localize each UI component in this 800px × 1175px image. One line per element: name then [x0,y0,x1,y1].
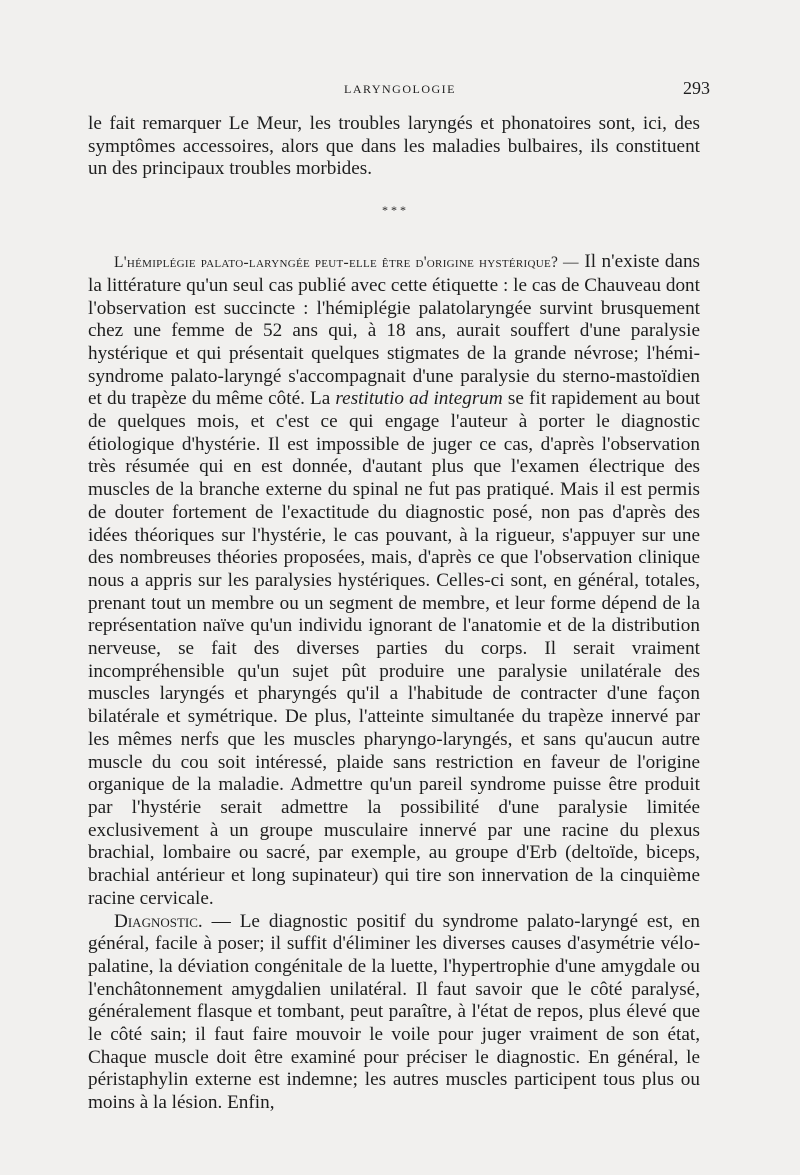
hysteria-text-start: Il n'existe dans la littérature qu'un seul cas publié avec cette étiquette : le cas de Chauveau dont l'observation est succincte : l'hémiplégie palatolaryngée survint brusquement chez une femme de 52 ans qui, à 18 ans, aurait souffert d'une paralysie hystérique et qui présentait quelques stigmates de la grande névrose; l'hémi-syndrome palato-laryngé s'accompagnait d'une paralysie du sterno-mastoïdien et du trapèze du même côté. La [88,251,701,410]
section-heading-diagnostic: Diagnostic. — [114,910,231,932]
paragraph-diagnostic [88,911,700,1115]
paragraph-hysteria [88,251,700,910]
running-title: LARYNGOLOGIE [344,82,456,96]
diagnostic-text: Le diagnostic positif du syndrome palato-laryngé est, en général, facile à poser; il suffit d'éliminer les diverses causes d'asymétrie vélo-palatine, la déviation congénitale de la luette, l'hypertrophie d'une amygdale ou l'enchâtonnement amygdalien unilatéral. Il faut savoir que le côté paralysé, généralement flasque et tombant, peut paraître, à l'état de repos, plus élevé que le côté sain; il faut faire mouvoir le voile pour juger vraiment de son état, Chaque muscle doit être examiné pour préciser le diagnostic. En général, le péristaphylin externe est indemne; les autres muscles participent tous plus ou moins à la lésion. Enfin, [88,910,701,1114]
asterism: * * * [382,203,406,218]
section-heading-hysteria: L'hémiplégie palato-laryngée peut-elle être d'origine hystérique? — [114,254,579,272]
running-head [90,78,710,102]
asterism-separator [88,181,700,251]
body-text [88,113,700,1115]
hysteria-text-end: se fit rapidement au bout de quelques mois, et c'est ce qui engage l'auteur à porter le diagnostic étiologique d'hystérie. Il est impossible de juger ce cas, d'après l'observation très résumée qui en est donnée, d'autant plus que l'examen électrique des muscles de la branche externe du spinal ne fut pas pratiqué. Mais il est permis de douter fortement de l'exactitude du diagnostic posé, non pas d'après des idées théoriques sur l'hystérie, le cas pouvant, à la rigueur, s'appuyer sur une des nombreuses théories proposées, mais, d'après ce que l'observation clinique nous a appris sur les paralysies hystériques. Celles-ci sont, en général, totales, prenant tout un membre ou un segment de membre, et leur forme dépend de la représentation naïve qu'un individu ignorant de l'anatomie et de la distribution nerveuse, se fait des diverses parties du corps. Il serait vraiment incompréhensible qu'un sujet pût produire une paralysie unilatérale des muscles laryngés et pharyngés qu'il a l'habitude de contracter d'une façon bilatérale et symétrique. De plus, l'atteinte simultanée du trapèze innervé par les mêmes nerfs que les muscles pharyngo-laryngés, et sans qu'aucun autre muscle du cou soit intéressé, plaide sans restriction en faveur de l'origine organique de la maladie. Admettre qu'un pareil syndrome puisse être produit par l'hystérie serait admettre la possibilité d'une paralysie limitée exclusivement à un groupe musculaire innervé par une racine du plexus brachial, lombaire ou sacré, par exemple, au groupe d'Erb (deltoïde, biceps, brachial antérieur et long supinateur) qui tire son innervation de la cinquième racine cervicale. [88,388,700,909]
page-number: 293 [683,78,710,98]
paragraph-continuation: le fait remarquer Le Meur, les troubles laryngés et phonatoires sont, ici, des symptômes accessoires, alors que dans les maladies bulbaires, ils constituent un des principaux troubles morbides. [88,113,700,180]
latin-phrase: restitutio ad integrum [335,388,503,410]
